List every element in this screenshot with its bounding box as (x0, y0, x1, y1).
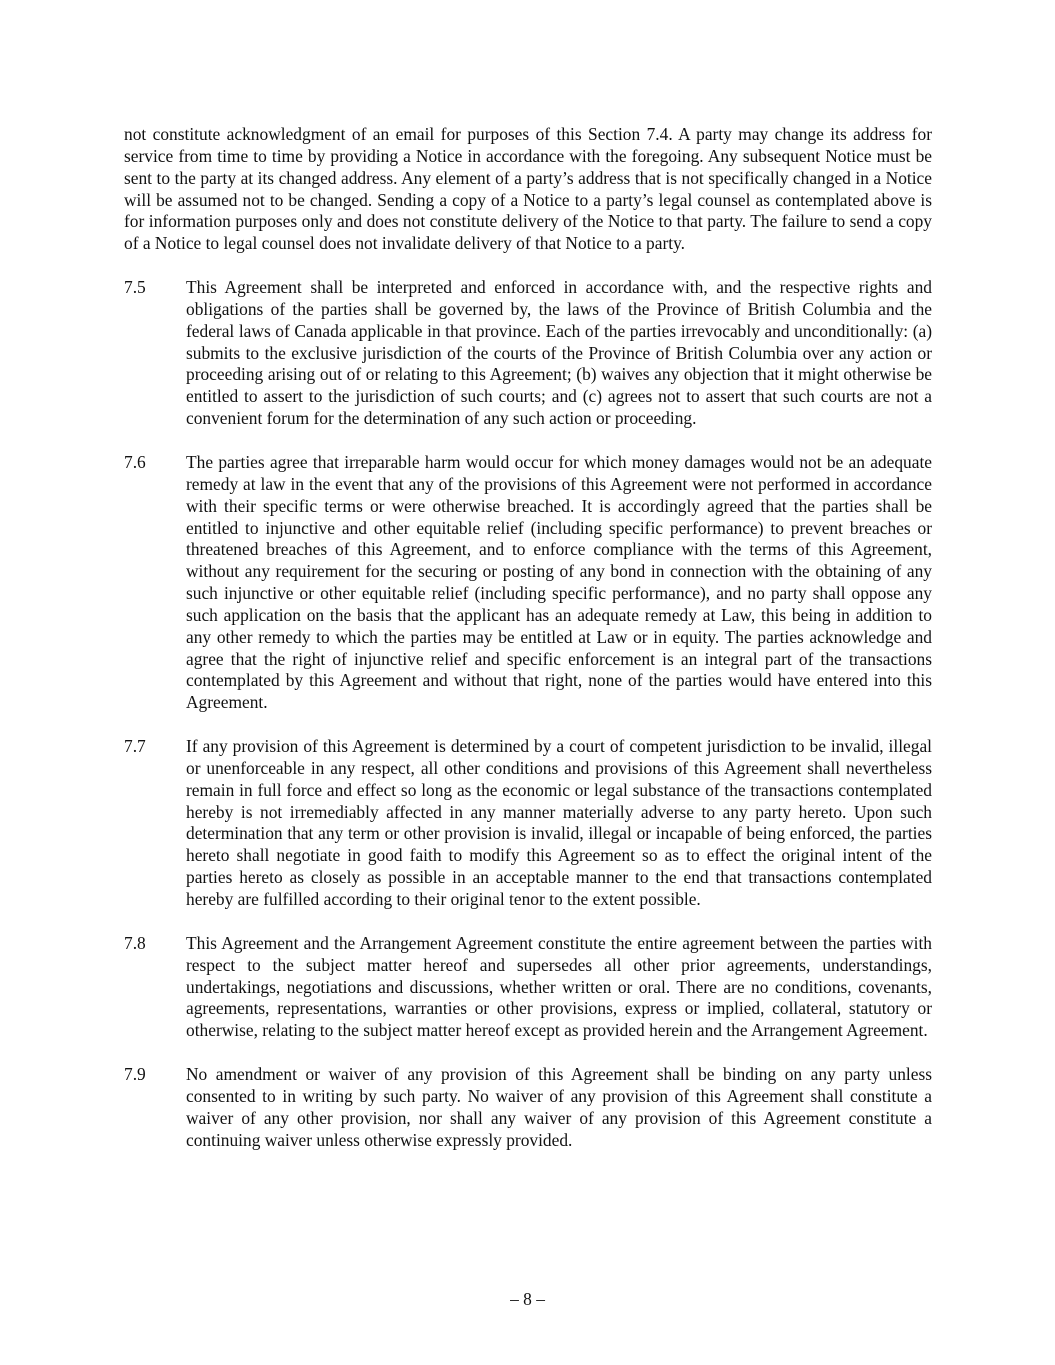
clause-number: 7.9 (124, 1064, 146, 1085)
clause-number: 7.6 (124, 451, 146, 472)
clause-text: If any provision of this Agreement is determined by a court of competent jurisdiction to be invalid, illegal or unenforceable in any respect, all other conditions and provisions of this Agreement shall nevertheless remain in full force and effect so long as the economic or legal substance of the transactions contemplated hereby is not irremediably affected in any manner materially adverse to any party hereto. Upon such determination that any term or other provision is invalid, illegal or incapable of being enforced, the parties hereto shall negotiate in good faith to modify this Agreement so as to effect the original intent of the parties hereto as closely as possible in an acceptable manner to the end that transactions contemplated hereby are fulfilled according to their original tenor to the extent possible. (186, 736, 932, 909)
clause-7-7 (124, 736, 932, 911)
clause-text: No amendment or waiver of any provision of this Agreement shall be binding on any party unless consented to in writing by such party. No waiver of any provision of this Agreement shall constitute a waiver of any other provision, nor shall any waiver of any provision of this Agreement constitute a continuing waiver unless otherwise expressly provided. (186, 1064, 932, 1150)
clause-number: 7.8 (124, 932, 146, 953)
clause-text: The parties agree that irreparable harm would occur for which money damages would not be an adequate remedy at law in the event that any of the provisions of this Agreement were not performed in accordance with their specific terms or were otherwise breached. It is accordingly agreed that the parties shall be entitled to injunctive and other equitable relief (including specific performance) to prevent breaches or threatened breaches of this Agreement, and to enforce compliance with the terms of this Agreement, without any requirement for the securing or posting of any bond in connection with the obtaining of any such injunctive or other equitable relief (including specific performance), and no party shall oppose any such application on the basis that the applicant has an adequate remedy at Law, this being in addition to any other remedy to which the parties may be entitled at Law or in equity. The parties acknowledge and agree that the right of injunctive relief and specific enforcement is an integral part of the transactions contemplated by this Agreement and without that right, none of the parties would have entered into this Agreement. (186, 451, 932, 713)
clause-7-6 (124, 452, 932, 714)
continuation-paragraph: not constitute acknowledgment of an email for purposes of this Section 7.4. A party may change its address for service from time to time by providing a Notice in accordance with the foregoing. Any subsequent Notice must be sent to the party at its changed address. Any element of a party’s address that is not specifically changed in a Notice will be assumed not to be changed. Sending a copy of a Notice to a party’s legal counsel as contemplated above is for information purposes only and does not constitute delivery of the Notice to that party. The failure to send a copy of a Notice to legal counsel does not invalidate delivery of that Notice to a party. (124, 124, 932, 254)
page-number: – 8 – (510, 1289, 545, 1309)
clause-7-8 (124, 933, 932, 1042)
clause-number: 7.5 (124, 277, 146, 298)
clause-number: 7.7 (124, 736, 146, 757)
clause-text: This Agreement and the Arrangement Agreement constitute the entire agreement between the parties with respect to the subject matter hereof and supersedes all other prior agreements, understandings, undertakings, negotiations and discussions, whether written or oral. There are no conditions, covenants, agreements, representations, warranties or other provisions, express or implied, collateral, statutory or otherwise, relating to the subject matter hereof except as provided herein and the Arrangement Agreement. (186, 932, 932, 1041)
document-page (124, 124, 932, 1173)
clause-7-5 (124, 277, 932, 430)
clause-7-9 (124, 1064, 932, 1151)
clause-text: This Agreement shall be interpreted and enforced in accordance with, and the respective rights and obligations of the parties shall be governed by, the laws of the Province of British Columbia and the federal laws of Canada applicable in that province. Each of the parties irrevocably and unconditionally: (a) submits to the exclusive jurisdiction of the courts of the Province of British Columbia over any action or proceeding arising out of or relating to this Agreement; (b) waives any objection that it might otherwise be entitled to assert to the jurisdiction of such courts; and (c) agrees not to assert that such courts are not a convenient forum for the determination of any such action or proceeding. (186, 277, 932, 429)
